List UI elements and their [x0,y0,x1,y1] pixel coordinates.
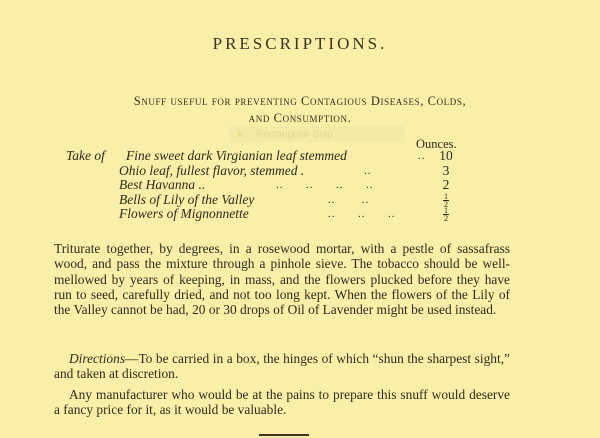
directions-label: Directions [69,351,126,366]
ingredient-qty: 3 [442,162,450,178]
ingredient-qty: 10 [439,148,453,163]
ingredient-row [66,164,486,179]
closing-paragraph [54,387,510,418]
section-divider [259,434,309,436]
preparation-paragraph: Triturate together, by degrees, in a rosewood mortar, with a pestle of sassafrass wood, and pass the mixture through a pinhole sieve. The tobacco should be well-mellowed by years of keeping, in mass, and the flowers plucked before they have run to seed, carefully dried, and not too long kept. When the flowers of the Lily of the Valley cannot be had, 20 or 30 drops of Oil of Lavender might be used instead. [54,241,510,318]
closing-text: Any manufacturer who would be at the pains to prepare this snuff would deserve a fancy price for it, as it would be valuable. [54,387,510,418]
leader-dots: .. .. [328,193,370,206]
ingredient-row [66,149,486,164]
ingredient-qty: $\frac{1}{2}$ [444,206,448,224]
recipe-heading-line1: Snuff useful for preventing Contagious Diseases, Colds, [133,94,467,108]
ingredient-list [66,149,486,222]
ingredient-row [66,193,486,208]
recipe-heading-line2: and Consumption. [248,111,352,125]
leader-dots: .. [364,164,372,177]
ingredient-row [66,207,486,222]
snip-icon [237,132,242,137]
recipe-heading [0,93,600,127]
page-title: PRESCRIPTIONS. [212,34,388,53]
ingredient-qty: $\frac{1}{2}$ [444,191,448,209]
leader-dots: .. .. .. .. [276,179,374,191]
ingredient-name: Flowers of Mignonnette [119,206,249,221]
ingredient-name: Fine sweet dark Virgianian leaf stemmed [126,148,347,163]
ingredient-qty: 2 [442,177,450,192]
directions-text: —To be carried in a box, the hinges of which “shun the sharpest sight,” and taken at discretion. [54,351,510,382]
leader-dots: .. .. .. [328,208,396,220]
ingredient-name: Ohio leaf, fullest flavor, stemmed . [119,162,305,178]
leader-dots: .. [418,150,426,162]
recipe-lead: Take of [66,148,105,163]
snip-overlay [229,126,405,143]
ingredient-name: Bells of Lily of the Valley [119,191,255,207]
directions-paragraph [54,351,510,382]
ingredient-row [66,178,486,193]
units-header: Ounces. [416,137,457,151]
ingredient-name: Best Havanna .. [119,177,206,192]
snip-label: Rectangular Snip [256,129,333,140]
